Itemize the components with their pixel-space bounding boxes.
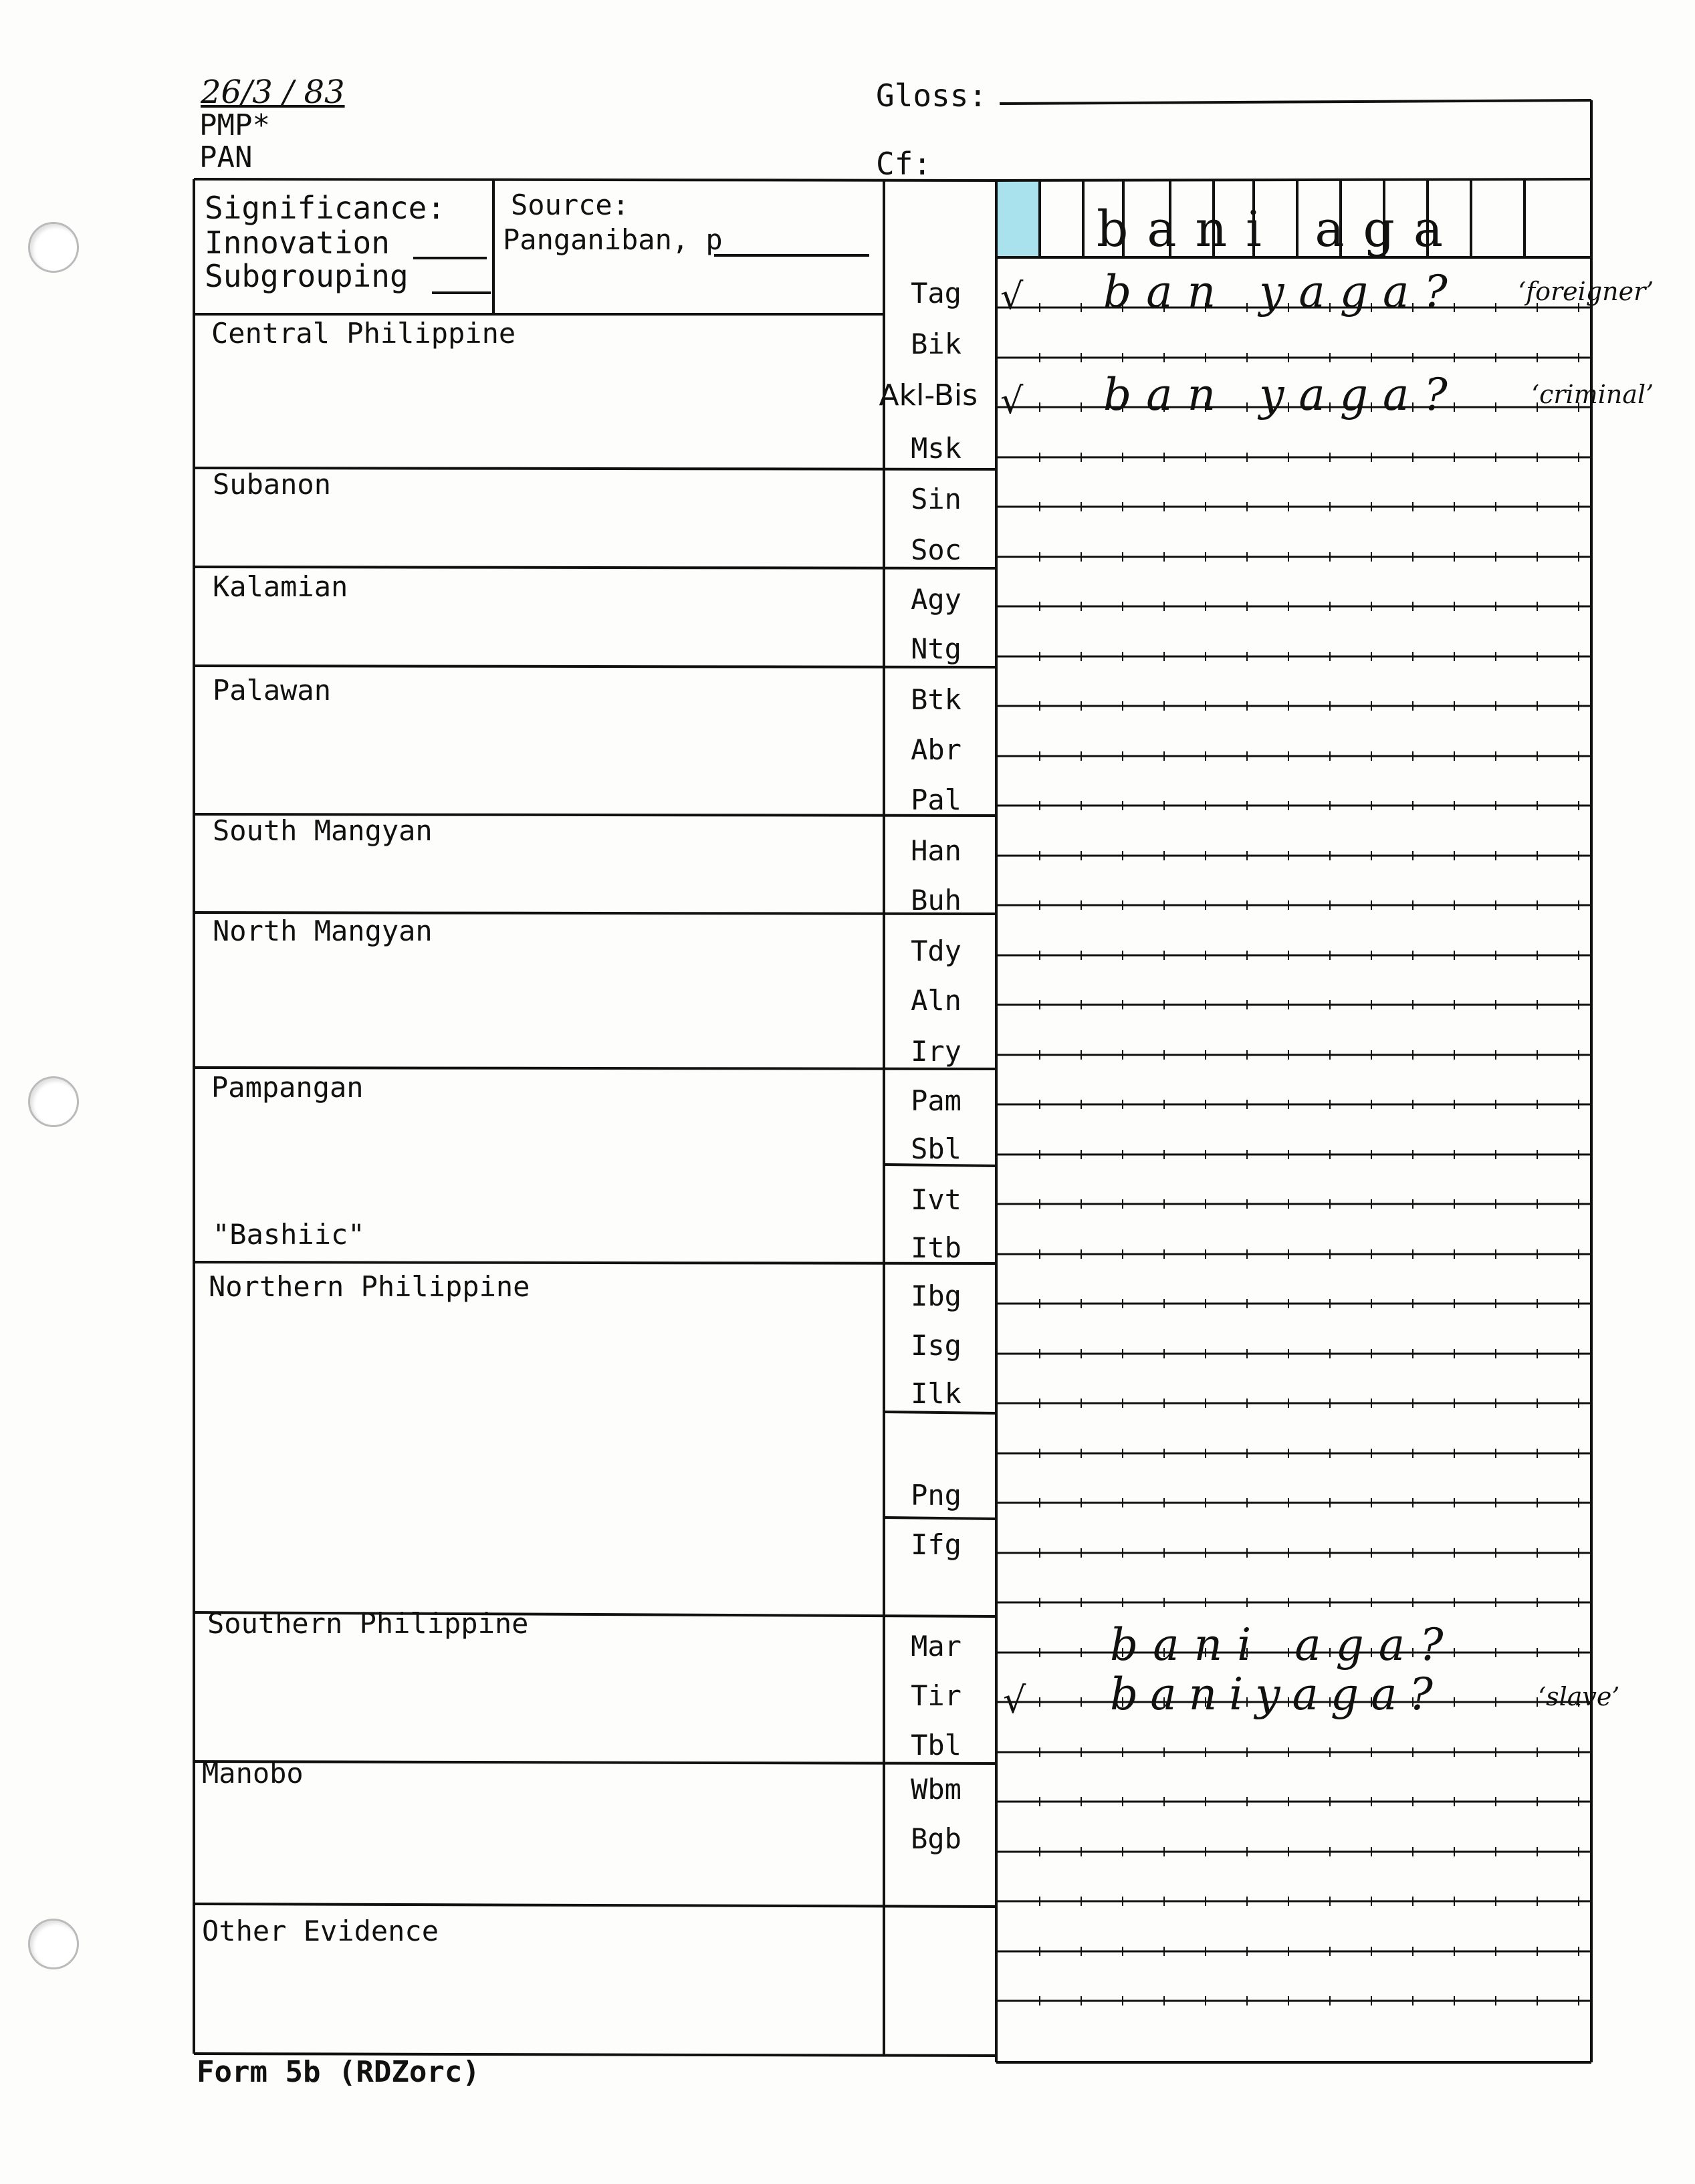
tag-form: ban yaga? bbox=[1103, 266, 1462, 318]
group-south-mangyan: South Mangyan bbox=[213, 814, 433, 847]
lang-buh: Buh bbox=[911, 884, 962, 917]
akl-bis-check: √ bbox=[1000, 380, 1024, 422]
group-manobo: Manobo bbox=[202, 1757, 304, 1790]
source-value: Panganiban, p bbox=[503, 223, 723, 256]
date: 26/3 / 83 bbox=[201, 74, 345, 111]
group-north-mangyan: North Mangyan bbox=[213, 915, 433, 947]
tir-gloss: ‘slave’ bbox=[1538, 1682, 1620, 1711]
subgrouping-label: Subgrouping bbox=[205, 258, 409, 294]
group-central-philippine: Central Philippine bbox=[211, 317, 516, 350]
group-kalamian: Kalamian bbox=[213, 570, 348, 603]
group-southern-philippine: Southern Philippine bbox=[207, 1607, 529, 1640]
cf-label: Cf: bbox=[876, 146, 932, 182]
lang-bgb: Bgb bbox=[911, 1822, 962, 1855]
lang-iry: Iry bbox=[911, 1035, 962, 1068]
akl-bis-gloss: ‘criminal’ bbox=[1531, 380, 1654, 409]
lang-ivt: Ivt bbox=[911, 1183, 962, 1216]
lang-tbl: Tbl bbox=[911, 1729, 962, 1762]
lang-msk: Msk bbox=[911, 432, 962, 465]
innovation-blank bbox=[413, 257, 487, 259]
lang-akl-bis: Akl-Bis bbox=[879, 378, 978, 412]
lang-agy: Agy bbox=[911, 583, 962, 616]
lang-pam: Pam bbox=[911, 1084, 962, 1117]
lang-wbm: Wbm bbox=[911, 1773, 962, 1806]
tag-gloss: ‘foreigner’ bbox=[1518, 277, 1654, 306]
lang-han: Han bbox=[911, 834, 962, 867]
tir-check: √ bbox=[1003, 1679, 1026, 1721]
gloss-label: Gloss: bbox=[876, 78, 988, 114]
lang-sbl: Sbl bbox=[911, 1132, 962, 1165]
group-pampangan: Pampangan bbox=[211, 1071, 364, 1104]
lang-aln: Aln bbox=[911, 984, 962, 1017]
group-bashiic: "Bashiic" bbox=[213, 1218, 365, 1251]
lang-tdy: Tdy bbox=[911, 935, 962, 967]
lang-ibg: Ibg bbox=[911, 1280, 962, 1312]
pmp-label: PMP* bbox=[199, 108, 270, 142]
lang-pal: Pal bbox=[911, 783, 962, 816]
lang-ilk: Ilk bbox=[911, 1377, 962, 1410]
lang-isg: Isg bbox=[911, 1329, 962, 1362]
significance-label: Significance: bbox=[205, 190, 446, 226]
reconstruction-form: bani aga bbox=[1097, 201, 1462, 258]
lang-bik: Bik bbox=[911, 328, 962, 360]
group-palawan: Palawan bbox=[213, 674, 332, 707]
form-footer: Form 5b (RDZorc) bbox=[197, 2055, 480, 2089]
innovation-label: Innovation bbox=[205, 225, 390, 261]
lang-abr: Abr bbox=[911, 733, 962, 766]
pan-label: PAN bbox=[199, 140, 253, 174]
lang-soc: Soc bbox=[911, 533, 962, 566]
lang-ifg: Ifg bbox=[911, 1528, 962, 1561]
lang-sin: Sin bbox=[911, 483, 962, 515]
subgrouping-blank bbox=[432, 291, 491, 294]
lang-btk: Btk bbox=[911, 683, 962, 716]
lang-png: Png bbox=[911, 1479, 962, 1511]
group-subanon: Subanon bbox=[213, 468, 332, 501]
lang-ntg: Ntg bbox=[911, 632, 962, 665]
group-northern-philippine: Northern Philippine bbox=[209, 1270, 530, 1303]
source-page-blank bbox=[714, 254, 869, 257]
tag-check: √ bbox=[1000, 275, 1024, 318]
group-other-evidence: Other Evidence bbox=[202, 1915, 439, 1947]
lang-mar: Mar bbox=[911, 1630, 962, 1663]
lang-itb: Itb bbox=[911, 1231, 962, 1264]
source-label: Source: bbox=[511, 189, 630, 221]
mar-form: bani aga? bbox=[1110, 1619, 1458, 1671]
tir-form: baniyaga? bbox=[1110, 1669, 1445, 1720]
akl-bis-form: ban yaga? bbox=[1103, 369, 1462, 420]
lang-tir: Tir bbox=[911, 1679, 962, 1712]
lang-tag: Tag bbox=[911, 277, 962, 310]
